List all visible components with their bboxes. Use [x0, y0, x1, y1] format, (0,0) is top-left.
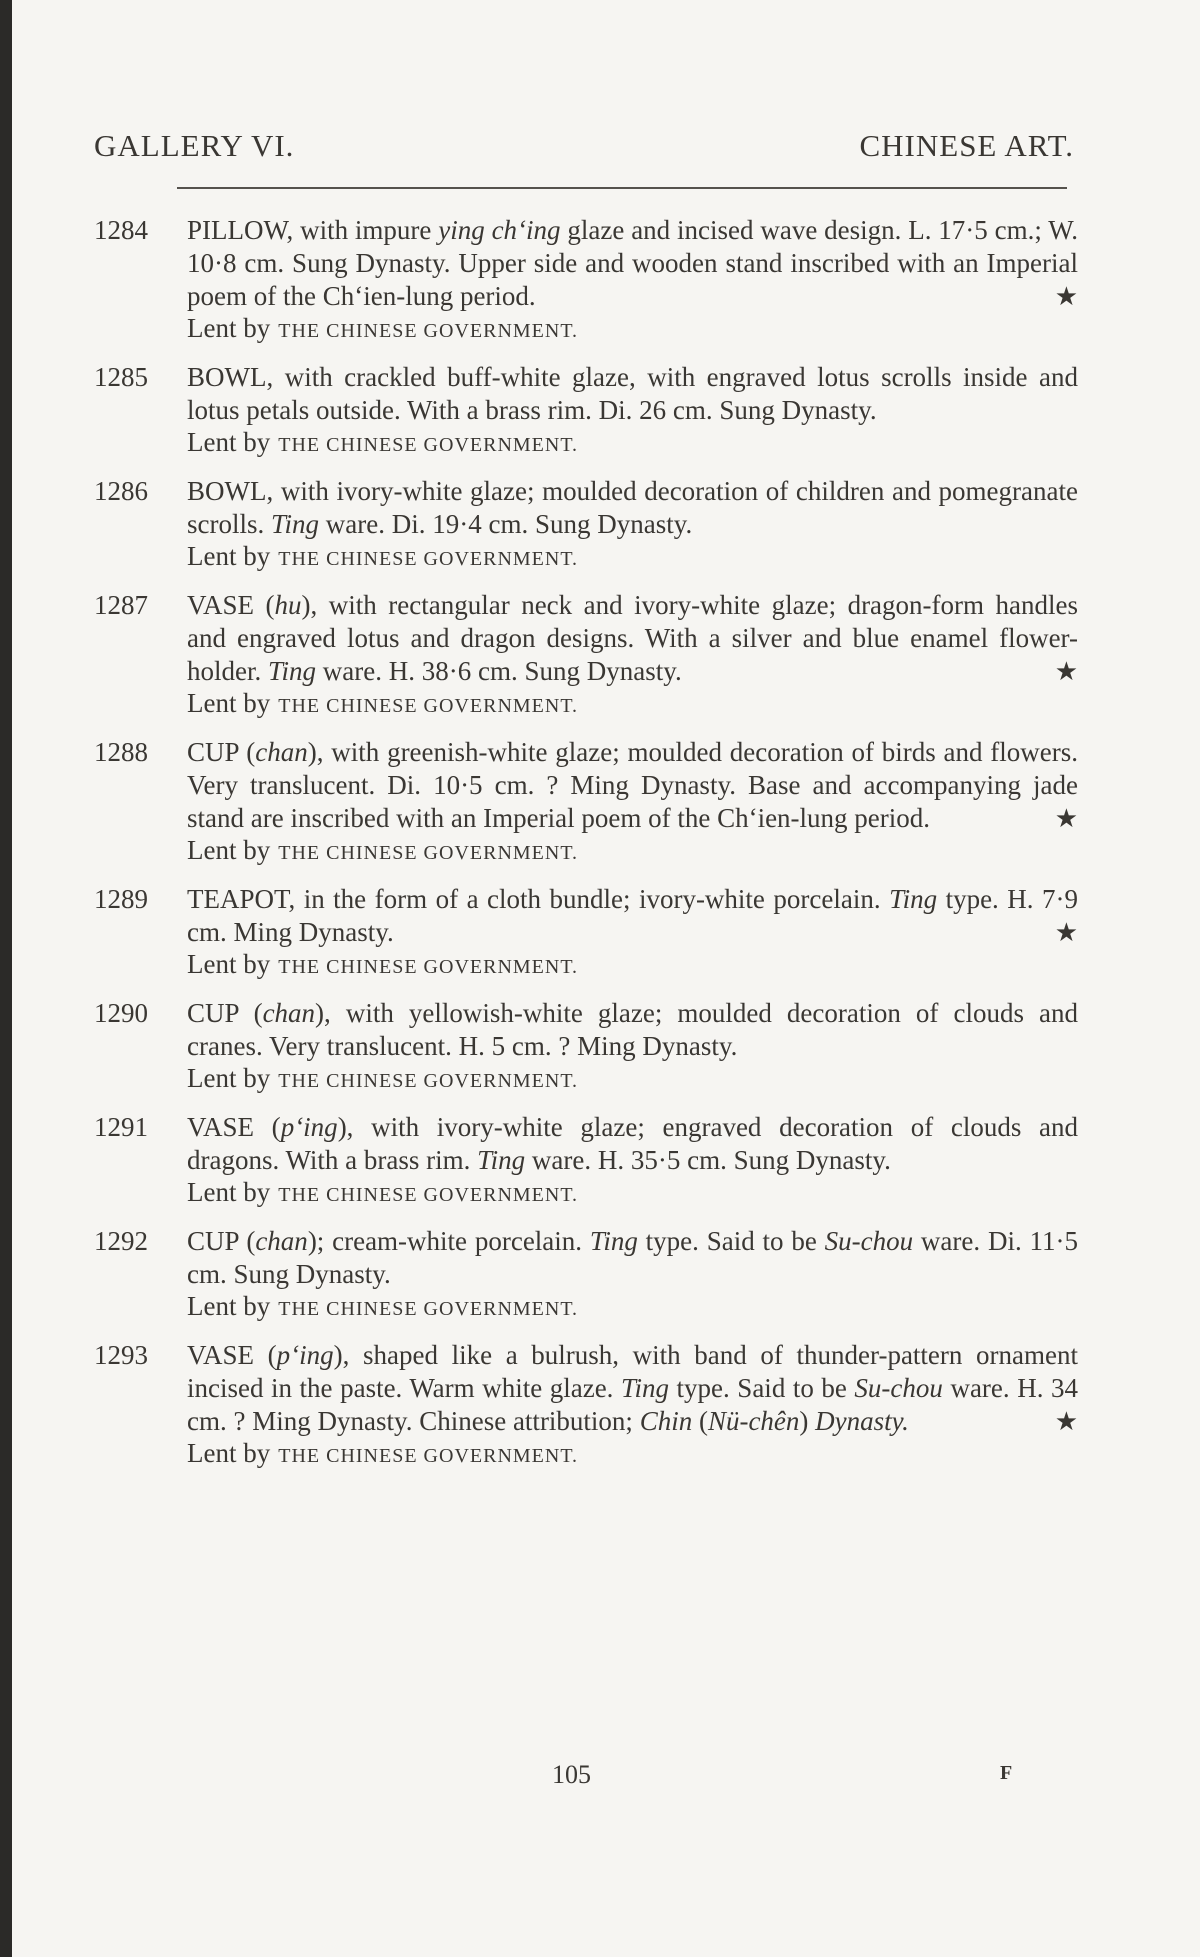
entry-description [187, 214, 1078, 313]
lender-prefix: Lent by [187, 835, 271, 865]
catalogue-entry [94, 883, 1078, 983]
entry-lender [187, 313, 1078, 347]
lender-name: THE CHINESE GOVERNMENT. [278, 1298, 579, 1320]
entry-lender [187, 835, 1078, 869]
entry-lender [187, 427, 1078, 461]
entry-description [187, 736, 1078, 835]
star-icon: ★ [1054, 657, 1078, 686]
description-text: ); cream-white porcelain. [307, 1226, 590, 1256]
lender-prefix: Lent by [187, 1177, 271, 1207]
lender-name: THE CHINESE GOVERNMENT. [278, 434, 579, 456]
entry-description [187, 1339, 1078, 1438]
lender-name: THE CHINESE GOVERNMENT. [278, 1184, 579, 1206]
lender-prefix: Lent by [187, 427, 271, 457]
lender-prefix: Lent by [187, 541, 271, 571]
description-text: type. H. 7·9 cm. Ming Dynasty. [187, 884, 1078, 947]
entry-number: 1284 [94, 215, 148, 245]
lender-name: THE CHINESE GOVERNMENT. [278, 1070, 579, 1092]
catalogue-entry [94, 1225, 1078, 1325]
description-text: TEAPOT, in the form of a cloth bundle; ivory-white porcelain. [187, 884, 890, 914]
description-text: CUP ( [187, 998, 263, 1028]
italic-term: chan [255, 737, 308, 767]
header-rule [177, 187, 1067, 189]
entry-number: 1293 [94, 1340, 148, 1370]
lender-prefix: Lent by [187, 1063, 271, 1093]
catalogue-entry [94, 1111, 1078, 1211]
description-text: BOWL, with crackled buff-white glaze, with engraved lotus scrolls inside and lotus petals outside. With a brass rim. Di. 26 cm. Sung Dynasty. [187, 362, 1078, 425]
italic-term: chan [262, 998, 316, 1028]
lender-prefix: Lent by [187, 688, 271, 718]
italic-term: p‘ing [280, 1112, 338, 1142]
catalogue-entry [94, 361, 1078, 461]
description-text: ), shaped like a bulrush, with band of thunder-pattern ornament incised in the paste. Warm white glaze. [187, 1340, 1078, 1403]
page-number: 105 [552, 1760, 591, 1789]
italic-term: Ting [271, 509, 320, 539]
entry-number: 1292 [94, 1226, 148, 1256]
entry-number: 1290 [94, 998, 148, 1028]
entry-lender [187, 1291, 1078, 1325]
lender-name: THE CHINESE GOVERNMENT. [278, 548, 579, 570]
lender-name: THE CHINESE GOVERNMENT. [278, 842, 579, 864]
section-title: CHINESE ART. [859, 128, 1074, 163]
description-text: ), with yellowish-white glaze; moulded decoration of clouds and cranes. Very translucent. H. 5 cm. ? Ming Dynasty. [187, 998, 1078, 1061]
lender-prefix: Lent by [187, 313, 271, 343]
catalogue-entry [94, 1339, 1078, 1472]
catalogue-entry [94, 589, 1078, 722]
italic-term: Ting [477, 1145, 526, 1175]
catalogue-entry [94, 214, 1078, 347]
lender-name: THE CHINESE GOVERNMENT. [278, 695, 579, 717]
description-text: type. Said to be [669, 1373, 855, 1403]
entry-description [187, 361, 1078, 427]
description-text: ), with ivory-white glaze; engraved decoration of clouds and dragons. With a brass rim. [187, 1112, 1078, 1175]
description-text: ware. Di. 19·4 cm. Sung Dynasty. [319, 509, 693, 539]
star-icon: ★ [1054, 804, 1078, 833]
lender-name: THE CHINESE GOVERNMENT. [278, 1445, 579, 1467]
catalogue-entries [94, 214, 1078, 1486]
star-icon: ★ [1054, 1407, 1078, 1436]
italic-term: Ting [889, 884, 938, 914]
description-text: PILLOW, with impure [187, 215, 439, 245]
italic-term: Ting [268, 656, 317, 686]
entry-description [187, 589, 1078, 688]
lender-name: THE CHINESE GOVERNMENT. [278, 320, 579, 342]
description-text: ), with rectangular neck and ivory-white glaze; dragon-form handles and engraved lotus and dragon designs. With a silver and blue enamel flower-holder. [187, 590, 1078, 686]
italic-term: hu [274, 590, 302, 620]
entry-number: 1286 [94, 476, 148, 506]
description-text: VASE ( [187, 1112, 281, 1142]
entry-description [187, 475, 1078, 541]
entry-lender [187, 1177, 1078, 1211]
lender-name: THE CHINESE GOVERNMENT. [278, 956, 579, 978]
description-text: ware. H. 35·5 cm. Sung Dynasty. [525, 1145, 891, 1175]
entry-number: 1289 [94, 884, 148, 914]
description-text: VASE ( [187, 1340, 277, 1370]
entry-lender [187, 1438, 1078, 1472]
italic-term: Ting [589, 1226, 638, 1256]
catalogue-entry [94, 736, 1078, 869]
star-icon: ★ [1054, 918, 1078, 947]
italic-term: Dynasty. [815, 1406, 909, 1436]
italic-term: Chin [639, 1406, 693, 1436]
italic-term: Su-chou [824, 1226, 914, 1256]
entry-lender [187, 949, 1078, 983]
lender-prefix: Lent by [187, 1438, 271, 1468]
entry-description [187, 997, 1078, 1063]
description-text: CUP ( [187, 1226, 256, 1256]
italic-term: Ting [620, 1373, 669, 1403]
description-text: ware. Di. 11·5 cm. Sung Dynasty. [187, 1226, 1078, 1289]
entry-description [187, 1111, 1078, 1177]
catalogue-page [12, 0, 1200, 1957]
entry-number: 1287 [94, 590, 148, 620]
lender-prefix: Lent by [187, 949, 271, 979]
description-text: type. Said to be [637, 1226, 825, 1256]
entry-number: 1288 [94, 737, 148, 767]
description-text: BOWL, with ivory-white glaze; moulded decoration of children and pomegranate scrolls. [187, 476, 1078, 539]
entry-number: 1285 [94, 362, 148, 392]
entry-lender [187, 688, 1078, 722]
description-text: ( [692, 1406, 708, 1436]
description-text: ware. H. 34 cm. ? Ming Dynasty. Chinese attribution; [187, 1373, 1078, 1436]
catalogue-entry [94, 475, 1078, 575]
catalogue-entry [94, 997, 1078, 1097]
italic-term: ying ch‘ing [438, 215, 561, 245]
description-text: VASE ( [187, 590, 275, 620]
italic-term: chan [255, 1226, 308, 1256]
entry-description [187, 1225, 1078, 1291]
entry-lender [187, 1063, 1078, 1097]
page-edge [0, 0, 12, 1957]
description-text: glaze and incised wave design. L. 17·5 cm.; W. 10·8 cm. Sung Dynasty. Upper side and wooden stand inscribed with an Imperial poem of the Ch‘ien-lung period. [187, 215, 1078, 311]
description-text: CUP ( [187, 737, 256, 767]
gallery-title: GALLERY VI. [94, 128, 295, 163]
entry-number: 1291 [94, 1112, 148, 1142]
description-text: ware. H. 38·6 cm. Sung Dynasty. [316, 656, 682, 686]
entry-lender [187, 541, 1078, 575]
italic-term: Nü-chên [707, 1406, 800, 1436]
description-text: ), with greenish-white glaze; moulded decoration of birds and flowers. Very translucent. Di. 10·5 cm. ? Ming Dynasty. Base and accompanying jade stand are inscribed with an Imperial poem of the Ch‘ien-lung period. [187, 737, 1079, 833]
signature-mark: F [1000, 1762, 1013, 1784]
star-icon: ★ [1054, 282, 1078, 311]
lender-prefix: Lent by [187, 1291, 271, 1321]
italic-term: Su-chou [854, 1373, 943, 1403]
description-text: ) [799, 1406, 816, 1436]
entry-description [187, 883, 1078, 949]
italic-term: p‘ing [276, 1340, 334, 1370]
